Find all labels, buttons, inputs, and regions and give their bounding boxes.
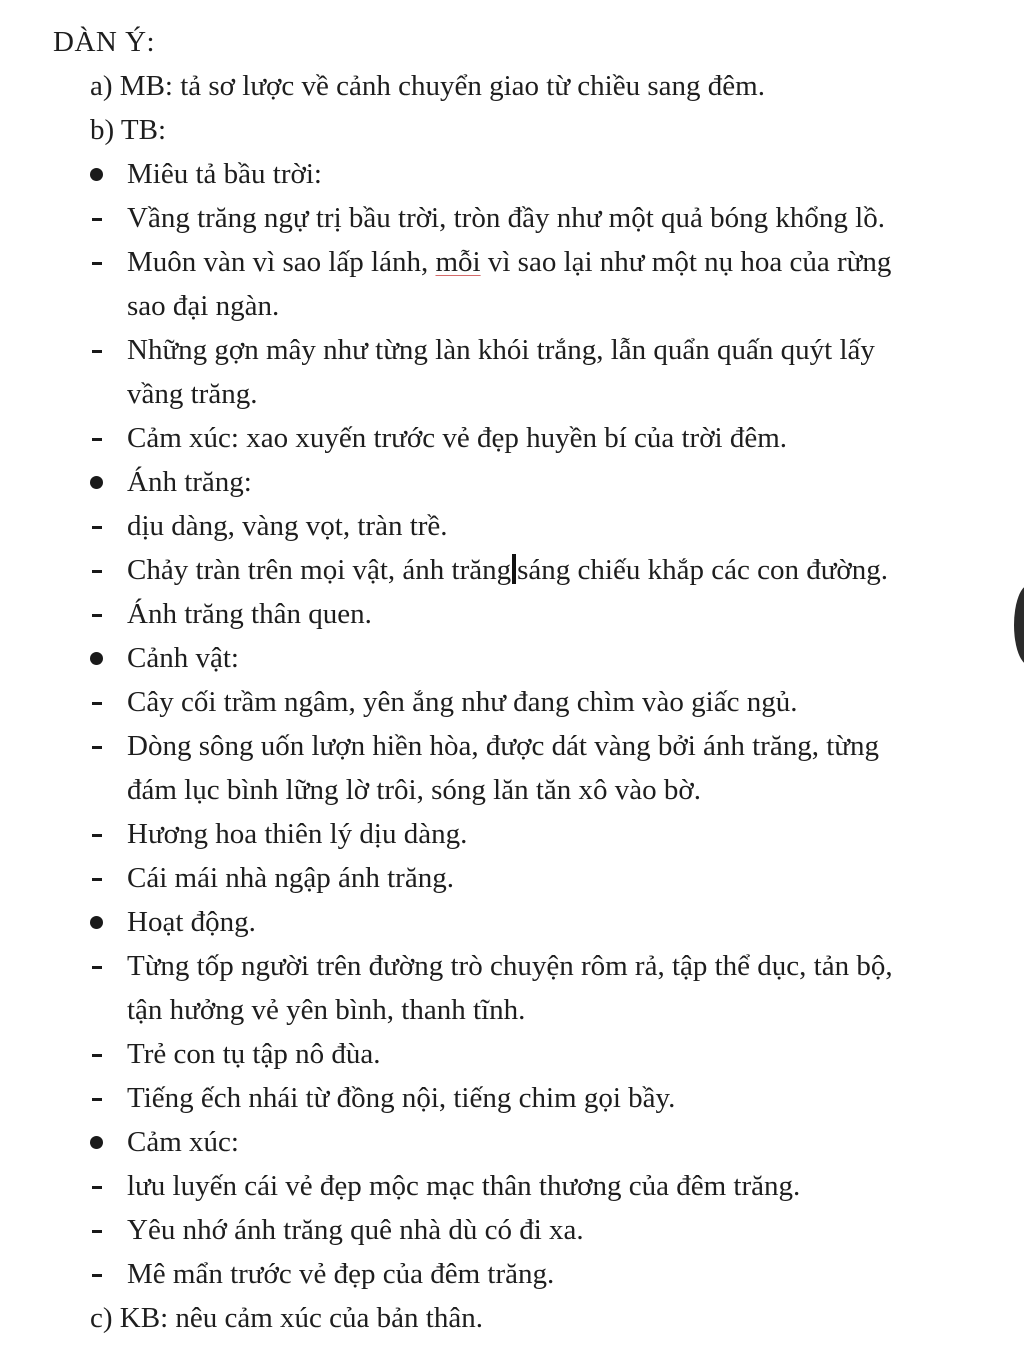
section-a-intro: a) MB: tả sơ lược về cảnh chuyển giao từ chiều sang đêm. [90, 70, 765, 102]
list-item: Hương hoa thiên lý dịu dàng. [127, 818, 468, 850]
list-item: Mê mẩn trước vẻ đẹp của đêm trăng. [127, 1258, 555, 1290]
dash-icon [92, 350, 102, 353]
list-item [127, 548, 888, 592]
dash-icon [92, 1274, 102, 1277]
text-span: sáng chiếu khắp các con đường. [517, 554, 889, 586]
bullet-dot-icon [90, 476, 103, 489]
dash-icon [92, 438, 102, 441]
heading-sky: Miêu tả bầu trời: [127, 158, 322, 190]
list-item: Dòng sông uốn lượn hiền hòa, được dát vàng bởi ánh trăng, từng [127, 730, 879, 762]
heading-scenery: Cảnh vật: [127, 642, 239, 674]
spellcheck-word: mỗi [435, 246, 481, 278]
bullet-dot-icon [90, 1136, 103, 1149]
dash-icon [92, 614, 102, 617]
list-item-continuation: vầng trăng. [127, 378, 258, 410]
dash-icon [92, 526, 102, 529]
text-span: Muôn vàn vì sao lấp lánh, [127, 246, 436, 278]
list-item: dịu dàng, vàng vọt, tràn trề. [127, 510, 448, 542]
dash-icon [92, 1098, 102, 1101]
list-item: Cảm xúc: xao xuyến trước vẻ đẹp huyền bí của trời đêm. [127, 422, 788, 454]
dash-icon [92, 218, 102, 221]
dash-icon [92, 746, 102, 749]
text-span: Chảy tràn trên mọi vật, ánh trăng [127, 554, 512, 586]
list-item: Tiếng ếch nhái từ đồng nội, tiếng chim gọi bầy. [127, 1082, 676, 1114]
list-item: Trẻ con tụ tập nô đùa. [127, 1038, 381, 1070]
list-item: lưu luyến cái vẻ đẹp mộc mạc thân thương của đêm trăng. [127, 1170, 801, 1202]
list-item [127, 240, 891, 284]
dash-icon [92, 262, 102, 265]
dash-icon [92, 878, 102, 881]
bullet-dot-icon [90, 652, 103, 665]
list-item: Ánh trăng thân quen. [127, 598, 372, 630]
dash-icon [92, 1054, 102, 1057]
scroll-handle[interactable] [1014, 585, 1024, 665]
document-title: DÀN Ý: [53, 26, 156, 58]
dash-icon [92, 702, 102, 705]
list-item-continuation: đám lục bình lững lờ trôi, sóng lăn tăn xô vào bờ. [127, 774, 701, 806]
section-b-body: b) TB: [90, 114, 166, 146]
bullet-dot-icon [90, 916, 103, 929]
heading-activity: Hoạt động. [127, 906, 256, 938]
dash-icon [92, 1186, 102, 1189]
list-item-continuation: sao đại ngàn. [127, 290, 280, 322]
list-item: Cái mái nhà ngập ánh trăng. [127, 862, 454, 894]
text-cursor [512, 554, 516, 584]
list-item-continuation: tận hưởng vẻ yên bình, thanh tĩnh. [127, 994, 526, 1026]
heading-moonlight: Ánh trăng: [127, 466, 252, 498]
list-item: Những gợn mây như từng làn khói trắng, lẫn quẩn quấn quýt lấy [127, 334, 875, 366]
list-item: Từng tốp người trên đường trò chuyện rôm rả, tập thể dục, tản bộ, [127, 950, 893, 982]
text-span: vì sao lại như một nụ hoa của rừng [480, 246, 892, 278]
dash-icon [92, 966, 102, 969]
dash-icon [92, 834, 102, 837]
dash-icon [92, 570, 102, 573]
bullet-dot-icon [90, 168, 103, 181]
section-c-conclusion: c) KB: nêu cảm xúc của bản thân. [90, 1302, 483, 1334]
list-item: Cây cối trầm ngâm, yên ắng như đang chìm vào giấc ngủ. [127, 686, 798, 718]
list-item: Vầng trăng ngự trị bầu trời, tròn đầy như một quả bóng khổng lồ. [127, 202, 885, 234]
dash-icon [92, 1230, 102, 1233]
list-item: Yêu nhớ ánh trăng quê nhà dù có đi xa. [127, 1214, 584, 1246]
heading-feeling: Cảm xúc: [127, 1126, 239, 1158]
